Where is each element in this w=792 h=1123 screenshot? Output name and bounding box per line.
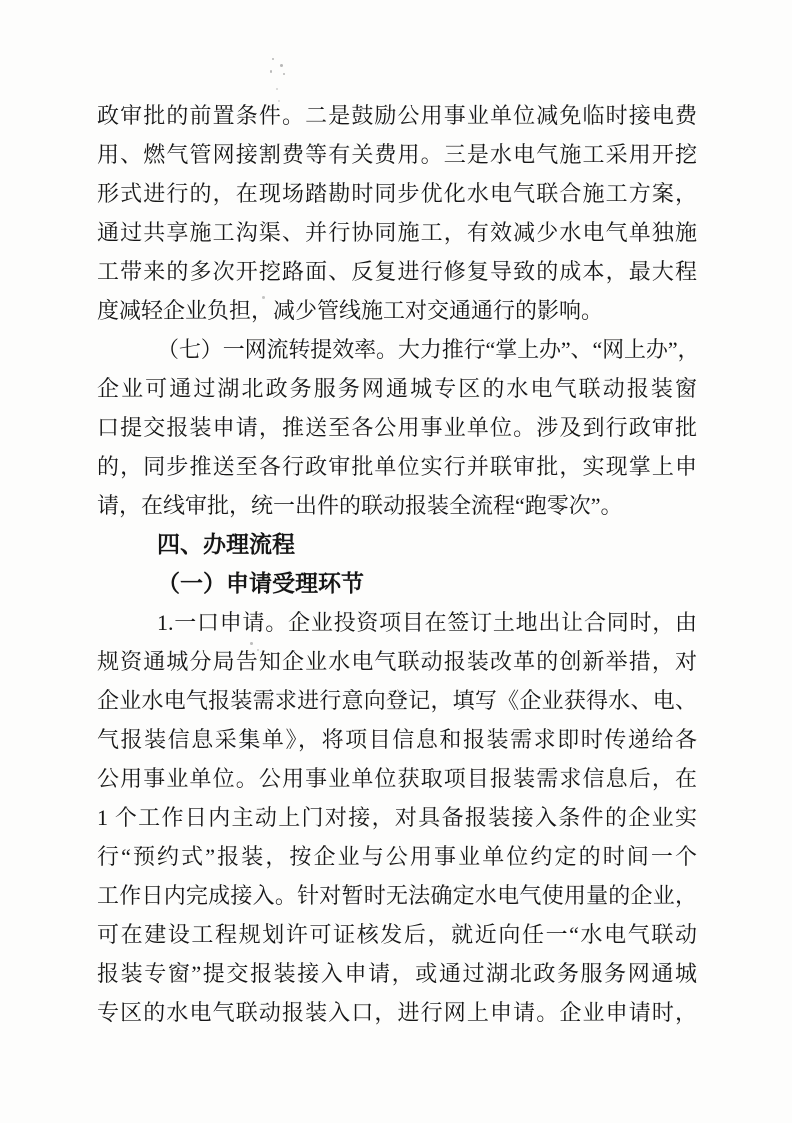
text-line: 专区的水电气联动报装入口，进行网上申请。企业申请时， [97, 1000, 697, 1025]
scan-artifact [272, 58, 274, 60]
text-line: 度减轻企业负担，减少管线施工对交通通行的影响。 [97, 298, 604, 323]
scan-artifact [257, 649, 259, 651]
scan-artifact [280, 64, 283, 67]
section-heading: 四、办理流程 [157, 531, 295, 557]
text-line: 工作日内完成接入。针对暂时无法确定水电气使用量的企业， [97, 883, 697, 908]
scan-artifact [250, 642, 253, 645]
text-line: 公用事业单位。公用事业单位获取项目报装需求信息后，在 [97, 766, 697, 791]
text-line: 企业可通过湖北政务服务网通城专区的水电气联动报装窗 [97, 376, 697, 401]
text-line: 1 个工作日内主动上门对接，对具备报装接入条件的企业实 [97, 805, 697, 830]
scan-artifact [283, 73, 285, 75]
subsection-heading: （一）申请受理环节 [157, 570, 364, 596]
text-line: 1.一口申请。企业投资项目在签订土地出让合同时，由 [157, 610, 697, 635]
text-line: 行“预约式”报装，按企业与公用事业单位约定的时间一个 [97, 844, 697, 869]
text-line: 可在建设工程规划许可证核发后，就近向任一“水电气联动 [97, 922, 697, 947]
text-line: 政审批的前置条件。二是鼓励公用事业单位减免临时接电费 [97, 103, 697, 128]
text-line: 用、燃气管网接割费等有关费用。三是水电气施工采用开挖 [97, 142, 697, 167]
text-line: 工带来的多次开挖路面、反复进行修复导致的成本，最大程 [97, 259, 697, 284]
text-line: 通过共享施工沟渠、并行协同施工，有效减少水电气单独施 [97, 220, 697, 245]
scan-artifact [276, 88, 278, 90]
scan-artifact [278, 100, 280, 102]
text-line: 企业水电气报装需求进行意向登记，填写《企业获得水、电、 [97, 688, 697, 713]
text-line: 口提交报装申请，推送至各公用事业单位。涉及到行政审批 [97, 415, 697, 440]
text-line: 规资通城分局告知企业水电气联动报装改革的创新举措，对 [97, 649, 697, 674]
text-line: 形式进行的，在现场踏勘时同步优化水电气联合施工方案， [97, 181, 697, 206]
scan-artifact [270, 70, 272, 73]
text-line: 报装专窗”提交报装接入申请，或通过湖北政务服务网通城 [97, 961, 697, 986]
text-line: 请，在线审批，统一出件的联动报装全流程“跑零次”。 [97, 493, 623, 518]
text-line: 气报装信息采集单》，将项目信息和报装需求即时传递给各 [97, 727, 697, 752]
text-line: （七）一网流转提效率。大力推行“掌上办”、“网上办”， [157, 337, 697, 362]
scan-artifact [262, 296, 265, 299]
document-text-block [97, 96, 697, 1032]
text-line: 的，同步推送至各行政审批单位实行并联审批，实现掌上申 [97, 454, 697, 479]
